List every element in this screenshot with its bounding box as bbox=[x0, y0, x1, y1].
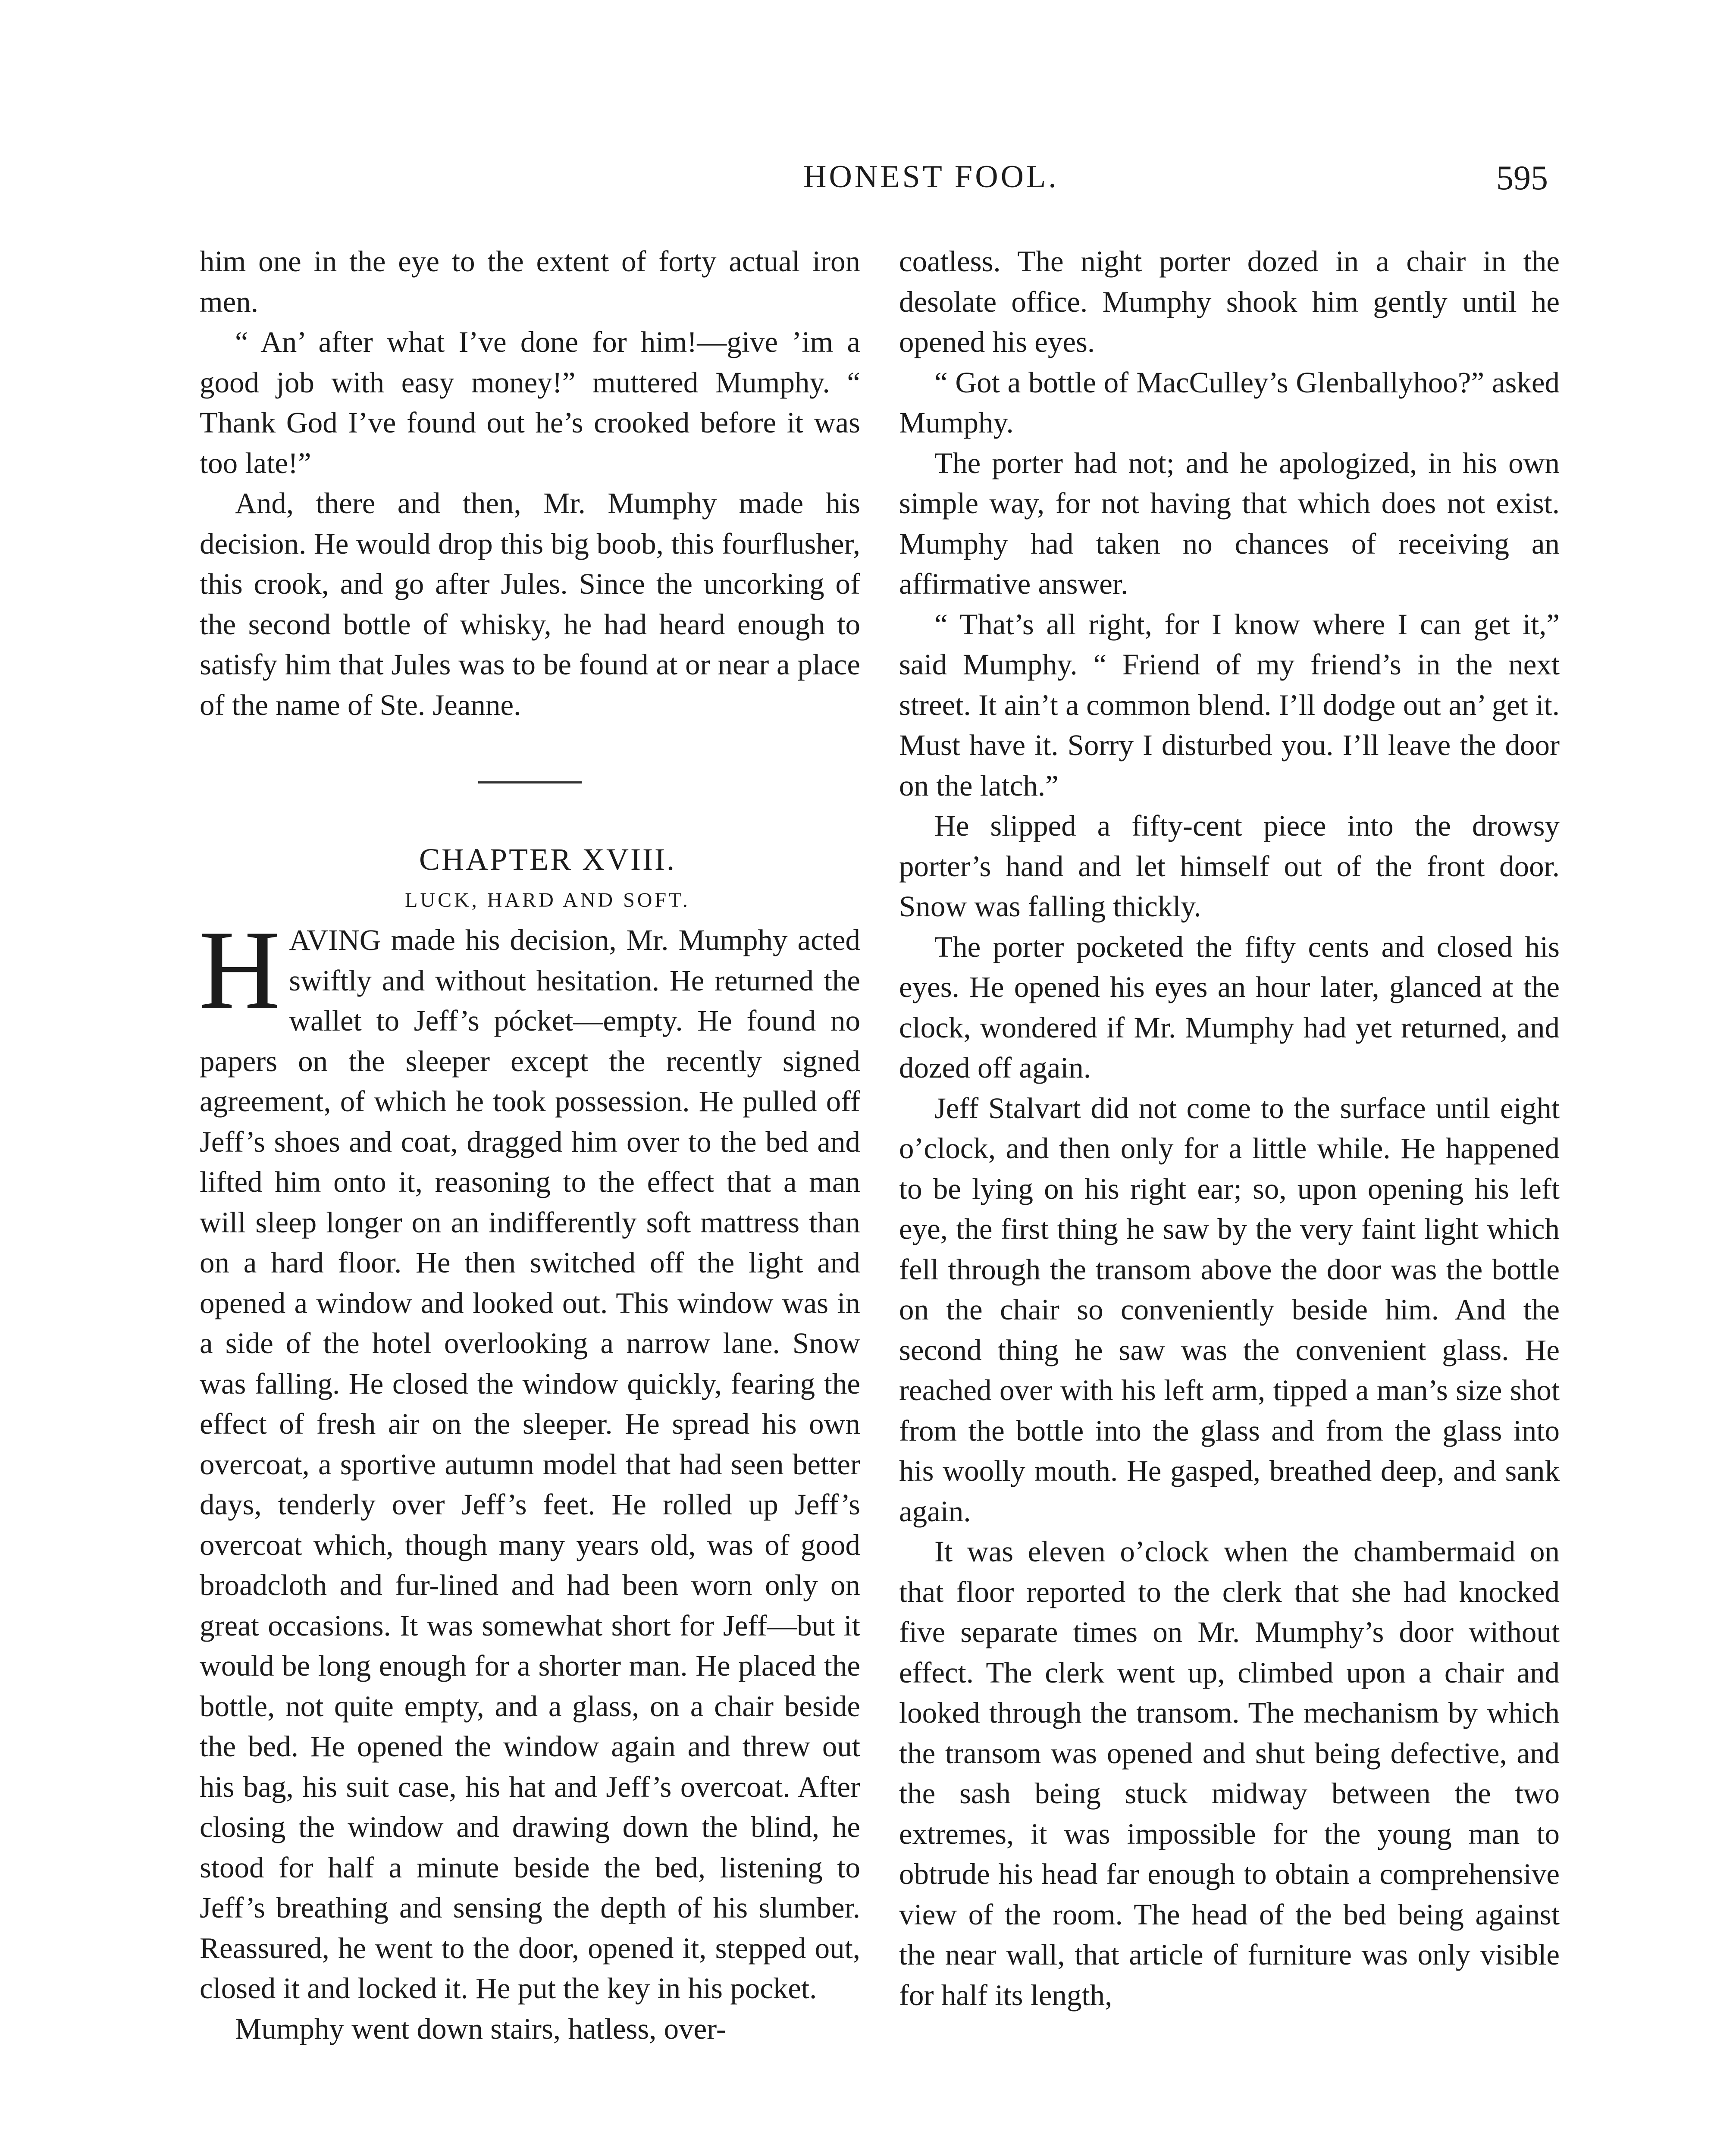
chapter-title: CHAPTER XVIII. bbox=[419, 842, 676, 877]
right-column bbox=[899, 241, 1560, 2015]
section-divider bbox=[478, 781, 582, 783]
paragraph: It was eleven o’clock when the chambermaid on that floor reported to the clerk that she had knocked five separate times on Mr. Mumphy’s door without effect. The clerk went up, climbed upon a chair and looked through the transom. The mechanism by which the transom was opened and shut being defective, and the sash being stuck midway between the two extremes, it was impossible for the young man to obtrude his head far enough to obtain a comprehensive view of the room. The head of the bed being against the near wall, that article of furniture was only visible for half its length, bbox=[899, 1535, 1560, 2012]
paragraph: “ An’ after what I’ve done for him!—give ’im a good job with easy money!” muttered Mumphy. “ Thank God I’ve found out he’s crooked before it was too late!” bbox=[200, 326, 860, 479]
page-number: 595 bbox=[1496, 159, 1548, 197]
paragraph: The porter pocketed the fifty cents and closed his eyes. He opened his eyes an hour later, glanced at the clock, wondered if Mr. Mumphy had yet returned, and dozed off again. bbox=[899, 930, 1560, 1084]
drop-cap: H bbox=[199, 907, 281, 1032]
paragraph: him one in the eye to the extent of forty actual iron men. bbox=[200, 245, 860, 318]
paragraph: “ Got a bottle of MacCulley’s Glenballyhoo?” asked Mumphy. bbox=[899, 366, 1560, 439]
paragraph: And, there and then, Mr. Mumphy made his decision. He would drop this big boob, this fourflusher, this crook, and go after Jules. Since the uncorking of the second bottle of whisky, he had heard enough to satisfy him that Jules was to be found at or near a place of the name of Ste. Jeanne. bbox=[200, 487, 860, 721]
paragraph: Jeff Stalvart did not come to the surface until eight o’clock, and then only for a little while. He happened to be lying on his right ear; so, upon opening his left eye, the first thing he saw by the very faint light which fell through the transom above the door was the bottle on the chair so conveniently beside him. And the second thing he saw was the convenient glass. He reached over with his left arm, tipped a man’s size shot from the bottle into the glass and from the glass into his woolly mouth. He gasped, breathed deep, and sank again. bbox=[899, 1091, 1560, 1528]
page-header bbox=[200, 159, 1548, 206]
chapter-opening-paragraph bbox=[199, 907, 860, 2009]
left-column bbox=[200, 241, 860, 2049]
paragraph: The porter had not; and he apologized, in his own simple way, for not having that which does not exist. Mumphy had taken no chances of receiving an affirmative answer. bbox=[899, 446, 1560, 600]
paragraph: coatless. The night porter dozed in a chair in the desolate office. Mumphy shook him gently until he opened his eyes. bbox=[899, 245, 1560, 358]
paragraph-text: AVING made his decision, Mr. Mumphy acted swiftly and without hesitation. He returned the wallet to Jeff’s pócket—empty. He found no papers on the sleeper except the recently signed agreement, of which he took possession. He pulled off Jeff’s shoes and coat, dragged him over to the bed and lifted him onto it, reasoning to the effect that a man will sleep longer on an indifferently soft mattress than on a hard floor. He then switched off the light and opened a window and looked out. This window was in a side of the hotel overlooking a narrow lane. Snow was falling. He closed the window quickly, fearing the effect of fresh air on the sleeper. He spread his own overcoat, a sportive autumn model that had seen better days, tenderly over Jeff’s feet. He rolled up Jeff’s overcoat which, though many years old, was of good broadcloth and fur-lined and had been worn only on great occasions. It was somewhat short for Jeff—but it would be long enough for a shorter man. He placed the bottle, not quite empty, and a glass, on a chair beside the bed. He opened the window again and threw out his bag, his suit case, his hat and Jeff’s overcoat. After closing the window and drawing down the blind, he stood for half a minute beside the bed, listening to Jeff’s breathing and sensing the depth of his slumber. Reassured, he went to the door, opened it, stepped out, closed it and locked it. He put the key in his pocket. bbox=[200, 924, 860, 2005]
running-head: HONEST FOOL. bbox=[803, 159, 1059, 194]
chapter-subtitle: LUCK, HARD AND SOFT. bbox=[405, 888, 690, 912]
paragraph: Mumphy went down stairs, hatless, over- bbox=[235, 2012, 726, 2045]
paragraph: He slipped a fifty-cent piece into the drowsy porter’s hand and let himself out of the front door. Snow was falling thickly. bbox=[899, 809, 1560, 923]
paragraph: “ That’s all right, for I know where I can get it,” said Mumphy. “ Friend of my friend’s in the next street. It ain’t a common blend. I’ll dodge out an’ get it. Must have it. Sorry I disturbed you. I’ll leave the door on the latch.” bbox=[899, 608, 1560, 802]
